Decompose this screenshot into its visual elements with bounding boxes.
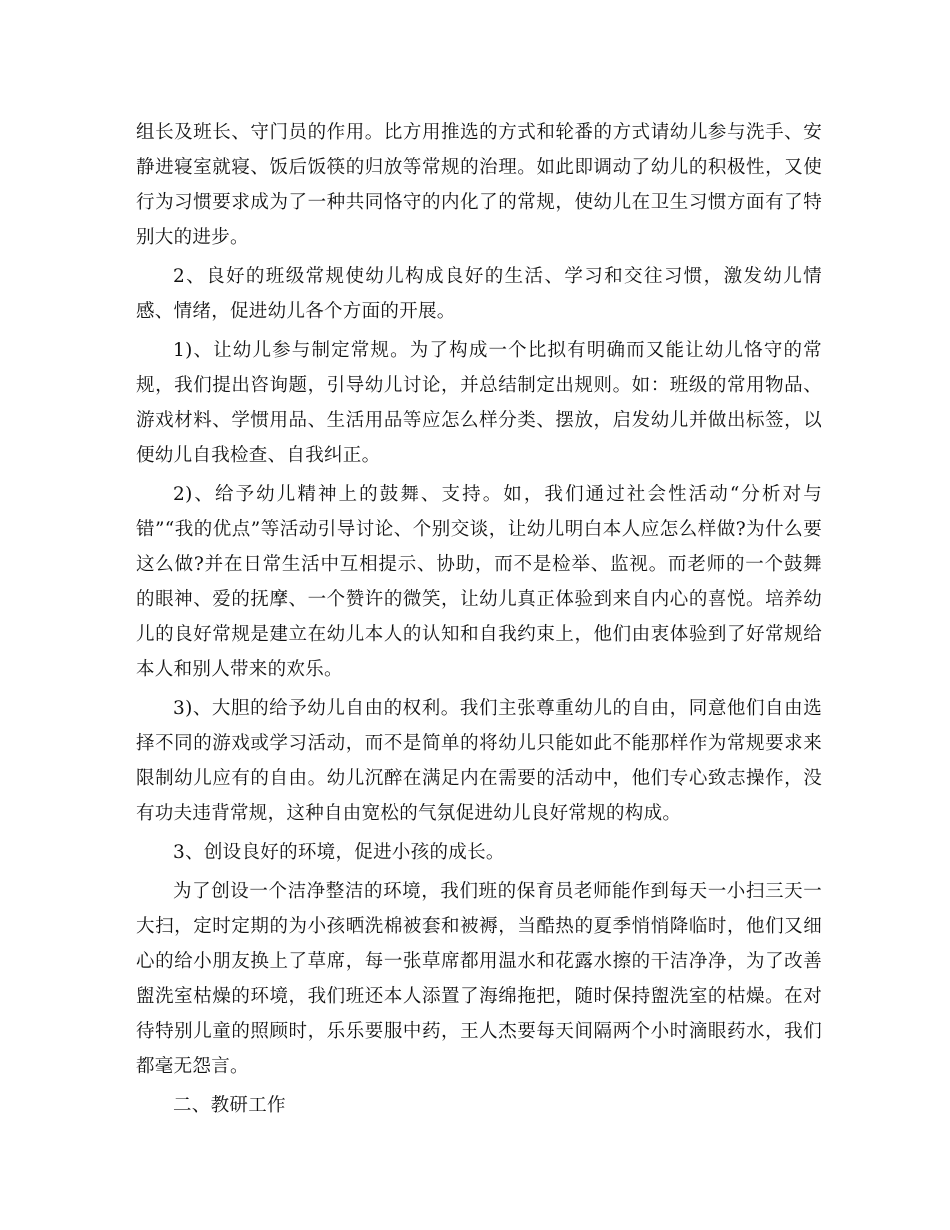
paragraph-section-3: 3、创设良好的环境，促进小孩的成长。	[173, 842, 505, 863]
paragraph-section-2: 2、良好的班级常规使幼儿构成良好的生活、学习和交往习惯，激发幼儿情感、情绪，促进幼儿各个方面的开展。	[136, 266, 822, 322]
paragraph-item-2: 2)、给予幼儿精神上的鼓舞、支持。如，我们通过社会性活动“分析对与错”“我的优点”等活动引导讨论、个别交谈，让幼儿明白本人应怎么样做?为什么要这么做?并在日常生活中互相提示、协助，而不是检举、监视。而老师的一个鼓舞的眼神、爱的抚摩、一个赞许的微笑，让幼儿真正体验到来自内心的喜悦。培养幼儿的良好常规是建立在幼儿本人的认知和自我约束上，他们由衷体验到了好常规给本人和别人带来的欢乐。	[136, 484, 822, 680]
paragraph-item-3: 3)、大胆的给予幼儿自由的权利。我们主张尊重幼儿的自由，同意他们自由选择不同的游戏或学习活动，而不是简单的将幼儿只能如此不能那样作为常规要求来限制幼儿应有的自由。幼儿沉醉在满足内在需要的活动中，他们专心致志操作，没有功夫违背常规，这种自由宽松的气氛促进幼儿良好常规的构成。	[136, 698, 822, 824]
heading-teaching-research: 二、教研工作	[173, 1095, 286, 1116]
paragraph-environment: 为了创设一个洁净整洁的环境，我们班的保育员老师能作到每天一小扫三天一大扫，定时定期的为小孩晒洗棉被套和被褥，当酷热的夏季悄悄降临时，他们又细心的给小朋友换上了草席，每一张草席都用温水和花露水擦的干洁净净，为了改善盥洗室枯燥的环境，我们班还本人添置了海绵拖把，随时保持盥洗室的枯燥。在对待特别儿童的照顾时，乐乐要服中药，王人杰要每天间隔两个小时滴眼药水，我们都毫无怨言。	[136, 881, 822, 1077]
paragraph-continuation: 组长及班长、守门员的作用。比方用推选的方式和轮番的方式请幼儿参与洗手、安静进寝室就寝、饭后饭筷的归放等常规的治理。如此即调动了幼儿的积极性，又使行为习惯要求成为了一种共同恪守的内化了的常规，使幼儿在卫生习惯方面有了特别大的进步。	[136, 122, 822, 248]
paragraph-item-1: 1)、让幼儿参与制定常规。为了构成一个比拟有明确而又能让幼儿恪守的常规，我们提出咨询题，引导幼儿讨论，并总结制定出规则。如：班级的常用物品、游戏材料、学惯用品、生活用品等应怎么样分类、摆放，启发幼儿并做出标签，以便幼儿自我检查、自我纠正。	[136, 340, 822, 466]
